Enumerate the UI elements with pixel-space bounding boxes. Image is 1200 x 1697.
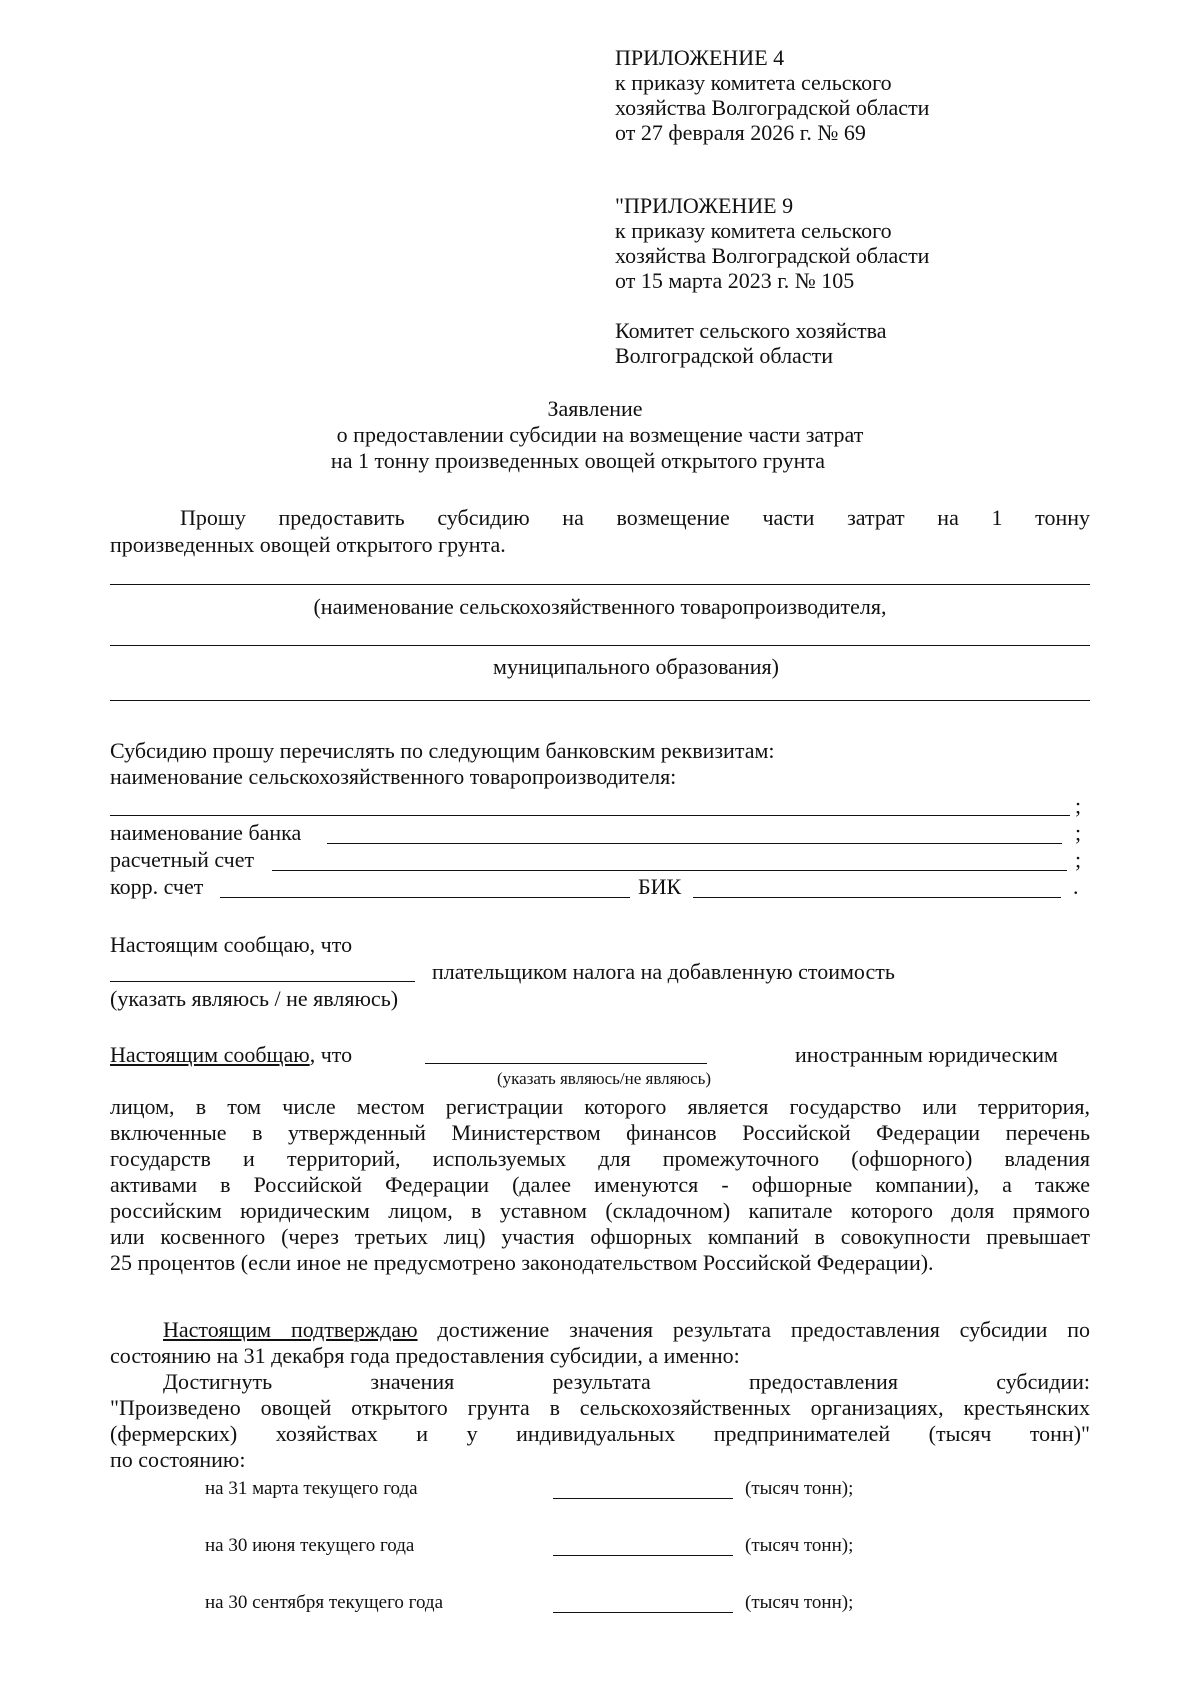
document-title: Заявление [547, 396, 643, 421]
confirm-line-6: по состоянию: [110, 1447, 246, 1472]
appendix-4-title: ПРИЛОЖЕНИЕ 4 [615, 45, 785, 70]
bank-intro: Субсидию прошу перечислять по следующим банковским реквизитам: [110, 738, 775, 763]
appendix-9-title: "ПРИЛОЖЕНИЕ 9 [615, 193, 794, 218]
offshore-lead-underlined: Настоящим сообщаю [110, 1042, 310, 1067]
offshore-lead-rest: , что [309, 1042, 353, 1067]
applicant-name-field[interactable] [110, 584, 1090, 585]
offshore-line-6: или косвенного (через третьих лиц) участия офшорных компаний в совокупности превышает [110, 1224, 1090, 1249]
appendix-4-line-2: хозяйства Волгоградской области [615, 95, 930, 120]
offshore-line-1: лицом, в том числе местом регистрации которого является государство или территория, [110, 1094, 1090, 1119]
confirm-line-4: "Произведено овощей открытого грунта в сельскохозяйственных организациях, крестьянских [110, 1395, 1090, 1420]
row-label-june: на 30 июня текущего года [205, 1535, 415, 1556]
confirm-line-5: (фермерских) хозяйствах и у индивидуальных предпринимателей (тысяч тонн)" [110, 1421, 1090, 1446]
appendix-4-line-1: к приказу комитета сельского [615, 70, 892, 95]
appendix-9-line-2: хозяйства Волгоградской области [615, 243, 930, 268]
document-subtitle-2: на 1 тонну произведенных овощей открытого грунта [330, 448, 826, 473]
account-field[interactable] [272, 870, 1067, 871]
semicolon-2: ; [1075, 820, 1082, 845]
confirm-line-1 [163, 1317, 1090, 1342]
bank-name-field[interactable] [327, 843, 1062, 844]
confirm-line-2: состоянию на 31 декабря года предоставления субсидии, а именно: [110, 1343, 740, 1368]
dot-end: . [1073, 874, 1079, 899]
confirm-line-1-rest: достижение значения результата предоставления субсидии по [417, 1317, 1090, 1342]
corr-account-label: корр. счет [110, 874, 204, 899]
offshore-line-7: 25 процентов (если иное не предусмотрено законодательством Российской Федерации). [110, 1250, 934, 1275]
request-line-1: Прошу предоставить субсидию на возмещение части затрат на 1 тонну [180, 505, 1090, 530]
municipality-field[interactable] [110, 700, 1090, 701]
offshore-hint: (указать являюсь/не являюсь) [497, 1069, 712, 1088]
vat-text: плательщиком налога на добавленную стоимость [432, 959, 895, 984]
row-unit-march: (тысяч тонн); [745, 1478, 854, 1499]
offshore-lead [110, 1042, 352, 1067]
document-subtitle-1: о предоставлении субсидии на возмещение части затрат [336, 422, 864, 447]
bank-producer-field[interactable] [110, 815, 1070, 816]
row-unit-june: (тысяч тонн); [745, 1535, 854, 1556]
offshore-tail: иностранным юридическим [795, 1042, 1058, 1067]
bik-field[interactable] [693, 897, 1061, 898]
semicolon-3: ; [1075, 847, 1082, 872]
row-label-september: на 30 сентября текущего года [205, 1592, 444, 1613]
row-unit-september: (тысяч тонн); [745, 1592, 854, 1613]
appendix-9-line-1: к приказу комитета сельского [615, 218, 892, 243]
applicant-hint-1: (наименование сельскохозяйственного товаропроизводителя, [313, 594, 887, 619]
offshore-line-4: активами в Российской Федерации (далее именуются - офшорные компании), а также [110, 1172, 1090, 1197]
vat-intro: Настоящим сообщаю, что [110, 932, 353, 957]
addressee-line-1: Комитет сельского хозяйства [615, 318, 887, 343]
offshore-line-2: включенные в утвержденный Министерством финансов Российской Федерации перечень [110, 1120, 1090, 1145]
appendix-4-line-3: от 27 февраля 2026 г. № 69 [615, 120, 866, 145]
offshore-line-5: российским юридическим лицом, в уставном (складочном) капитале которого доля прямого [110, 1198, 1090, 1223]
confirm-line-3: Достигнуть значения результата предоставления субсидии: [163, 1369, 1090, 1394]
offshore-paragraph [110, 1094, 1090, 1276]
applicant-name-field-2[interactable] [110, 645, 1090, 646]
vat-hint: (указать являюсь / не являюсь) [110, 986, 399, 1011]
bank-name-label: наименование банка [110, 820, 302, 845]
account-label: расчетный счет [110, 847, 255, 872]
offshore-line-3: государств и территорий, используемых для промежуточного (офшорного) владения [110, 1146, 1090, 1171]
row-label-march: на 31 марта текущего года [205, 1478, 418, 1499]
offshore-status-field[interactable] [425, 1063, 707, 1064]
semicolon-1: ; [1075, 793, 1082, 818]
bank-producer-label: наименование сельскохозяйственного товаропроизводителя: [110, 764, 677, 789]
bik-label: БИК [638, 874, 682, 899]
confirm-lead-underlined: Настоящим подтверждаю [163, 1317, 418, 1342]
row-field-june[interactable] [553, 1555, 733, 1556]
vat-status-field[interactable] [110, 981, 415, 982]
corr-account-field[interactable] [220, 897, 630, 898]
request-line-2: произведенных овощей открытого грунта. [110, 532, 506, 557]
addressee-line-2: Волгоградской области [615, 343, 833, 368]
appendix-9-line-3: от 15 марта 2023 г. № 105 [615, 268, 855, 293]
applicant-hint-2: муниципального образования) [493, 654, 779, 679]
row-field-september[interactable] [553, 1612, 733, 1613]
row-field-march[interactable] [553, 1498, 733, 1499]
